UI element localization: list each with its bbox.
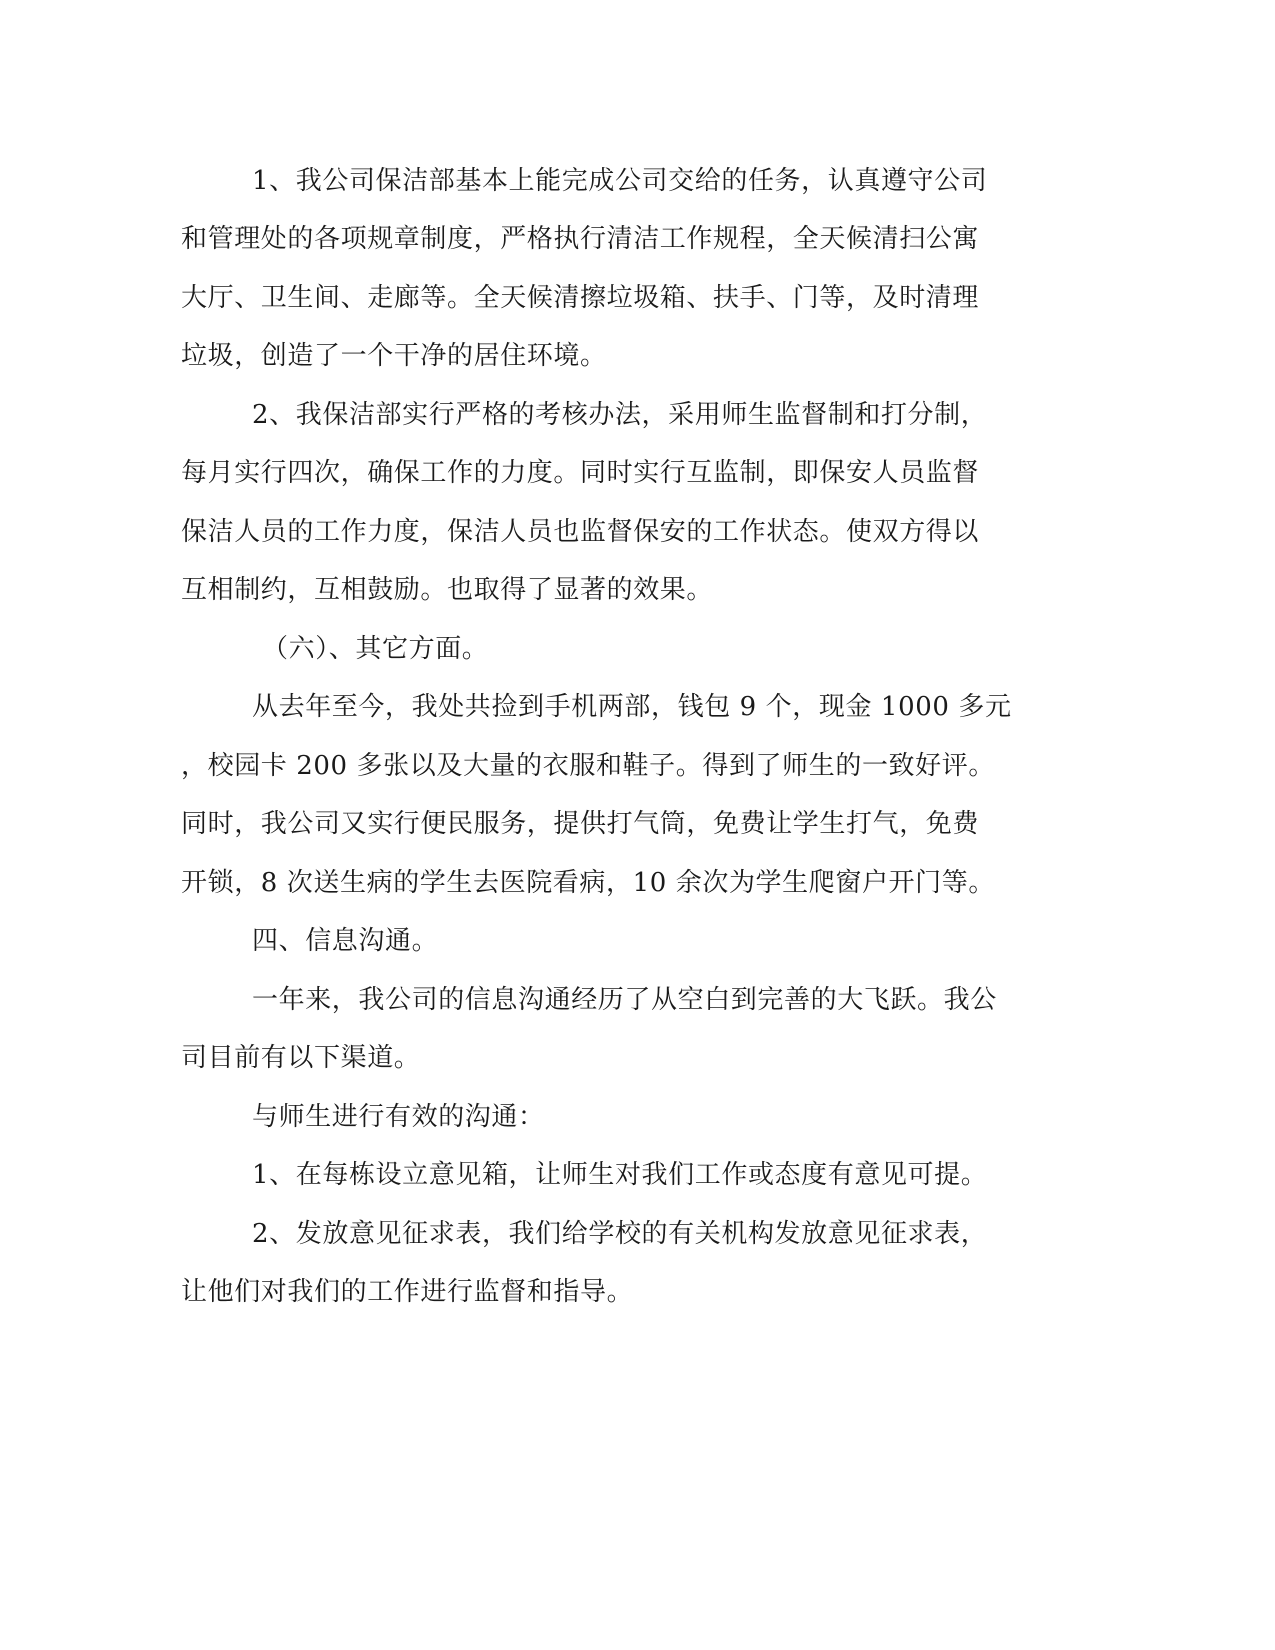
paragraph-1-line-2: 和管理处的各项规章制度，严格执行清洁工作规程，全天候清扫公寓 (181, 224, 980, 254)
paragraph-3-line-3: 同时，我公司又实行便民服务，提供打气筒，免费让学生打气，免费 (181, 809, 980, 839)
paragraph-2-line-3: 保洁人员的工作力度，保洁人员也监督保安的工作状态。使双方得以 (181, 517, 980, 547)
paragraph-1-line-3: 大厅、卫生间、走廊等。全天候清擦垃圾箱、扶手、门等，及时清理 (181, 283, 980, 313)
paragraph-3-line-2: ，校园卡 200 多张以及大量的衣服和鞋子。得到了师生的一致好评。 (181, 751, 995, 781)
paragraph-1-line-1: 1、我公司保洁部基本上能完成公司交给的任务，认真遵守公司 (252, 166, 988, 196)
paragraph-2-line-2: 每月实行四次，确保工作的力度。同时实行互监制，即保安人员监督 (181, 458, 980, 488)
list-item-2-line-2: 让他们对我们的工作进行监督和指导。 (181, 1277, 634, 1307)
list-item-2-line-1: 2、发放意见征求表，我们给学校的有关机构发放意见征求表， (252, 1219, 988, 1249)
paragraph-4-line-1: 一年来，我公司的信息沟通经历了从空白到完善的大飞跃。我公 (252, 985, 997, 1015)
paragraph-4-line-2: 司目前有以下渠道。 (181, 1043, 421, 1073)
paragraph-3-line-1: 从去年至今，我处共捡到手机两部，钱包 9 个，现金 1000 多元 (252, 692, 1012, 722)
paragraph-1-line-4: 垃圾，创造了一个干净的居住环境。 (181, 341, 607, 371)
paragraph-5-line-1: 与师生进行有效的沟通： (252, 1102, 545, 1132)
section-heading-other: （六）、其它方面。 (262, 634, 489, 664)
list-item-1: 1、在每栋设立意见箱，让师生对我们工作或态度有意见可提。 (252, 1160, 988, 1190)
paragraph-2-line-4: 互相制约，互相鼓励。也取得了显著的效果。 (181, 575, 714, 605)
paragraph-2-line-1: 2、我保洁部实行严格的考核办法，采用师生监督制和打分制， (252, 400, 988, 430)
section-heading-communication: 四、信息沟通。 (252, 926, 439, 956)
paragraph-3-line-4: 开锁，8 次送生病的学生去医院看病，10 余次为学生爬窗户开门等。 (181, 868, 995, 898)
